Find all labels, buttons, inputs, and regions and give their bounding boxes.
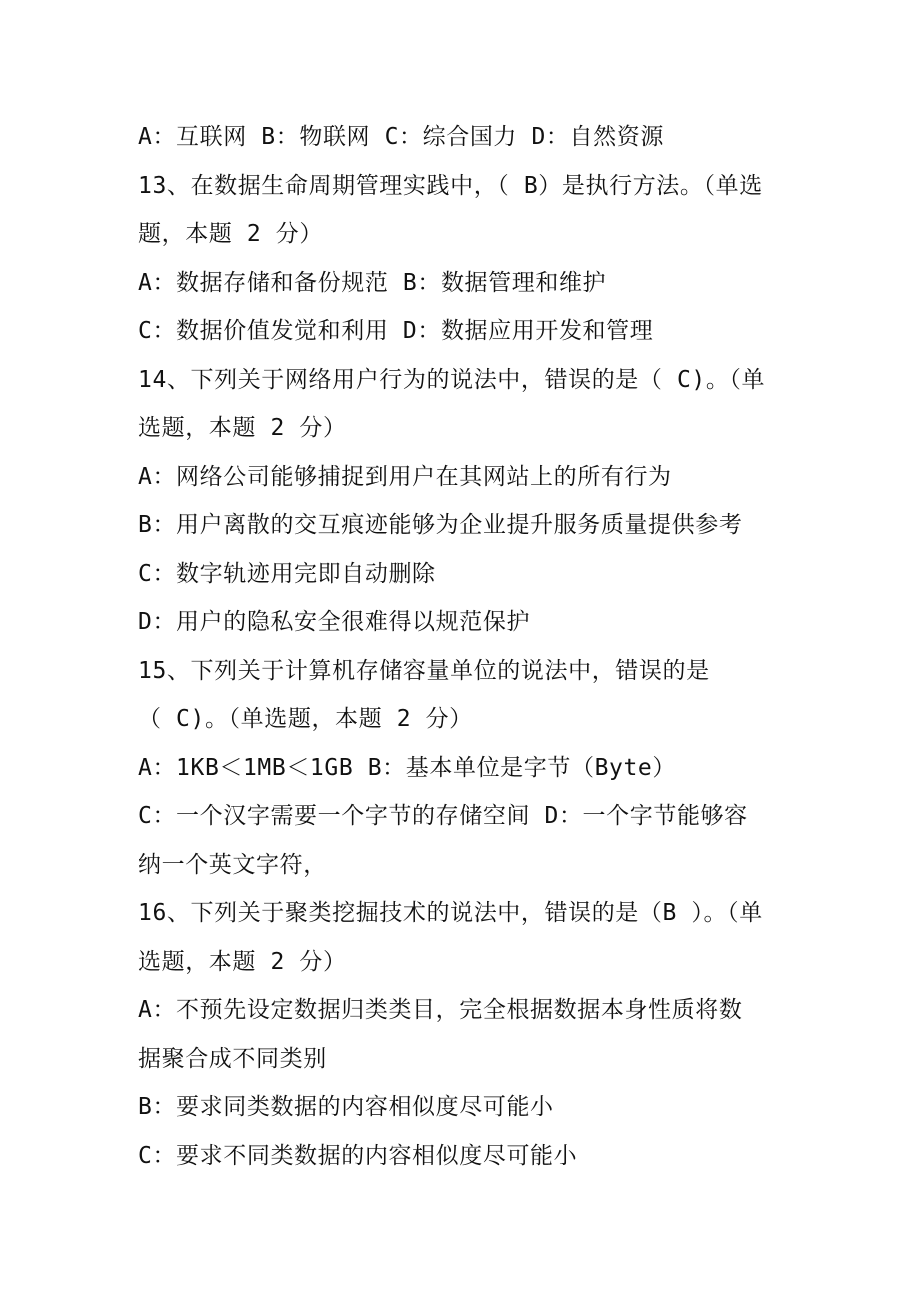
text-line: 15、下列关于计算机存储容量单位的说法中，错误的是	[138, 657, 710, 684]
text-line: A：网络公司能够捕捉到用户在其网站上的所有行为	[138, 463, 672, 490]
text-line: C：数字轨迹用完即自动删除	[138, 560, 436, 587]
text-line: B：要求同类数据的内容相似度尽可能小	[138, 1094, 554, 1120]
text-line: 选题，本题 2 分）	[138, 415, 347, 441]
text-line: 题，本题 2 分）	[138, 221, 323, 247]
text-line: D：用户的隐私安全很难得以规范保护	[138, 609, 531, 635]
text-line: A：不预先设定数据归类类目，完全根据数据本身性质将数	[138, 997, 743, 1023]
text-line: 纳一个英文字符，	[138, 851, 327, 878]
text-line: B：用户离散的交互痕迹能够为企业提升服务质量提供参考	[138, 512, 743, 538]
text-line: A：1KB＜1MB＜1GB B：基本单位是字节（Byte）	[138, 754, 676, 781]
text-line: 14、下列关于网络用户行为的说法中，错误的是（ C)。（单	[138, 366, 766, 393]
text-line: 13、在数据生命周期管理实践中，（ B）是执行方法。（单选	[138, 172, 763, 199]
text-line: 据聚合成不同类别	[138, 1045, 327, 1072]
document-body	[138, 113, 788, 1180]
text-line: 选题，本题 2 分）	[138, 948, 347, 975]
text-line: A：互联网 B：物联网 C：综合国力 D：自然资源	[138, 124, 664, 150]
text-line: （ C)。（单选题，本题 2 分）	[138, 706, 473, 732]
text-line: C：一个汉字需要一个字节的存储空间 D：一个字节能够容	[138, 803, 748, 829]
text-line: C：要求不同类数据的内容相似度尽可能小	[138, 1142, 578, 1169]
text-line: C：数据价值发觉和利用 D：数据应用开发和管理	[138, 318, 654, 344]
text-line: A：数据存储和备份规范 B：数据管理和维护	[138, 269, 607, 296]
text-line: 16、下列关于聚类挖掘技术的说法中，错误的是（B ）。（单	[138, 900, 763, 926]
